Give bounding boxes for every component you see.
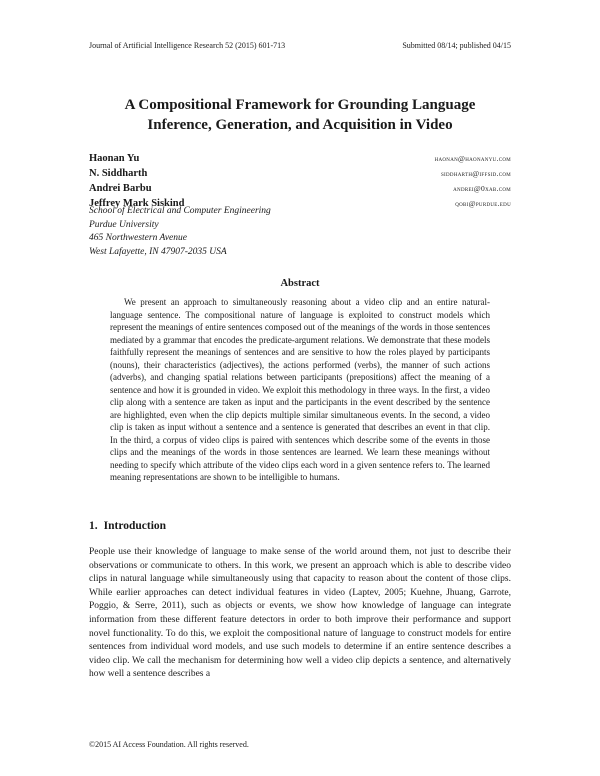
intro-paragraph: People use their knowledge of language to make sense of the world around them, not just to describe their observations or communicate to others. In this work, we present an approach which is able to describe video clips in natural language while simultaneously using that capacity to reason about the content of those clips. While earlier approaches can detect individual features in video (Laptev, 2005; Kuehne, Jhuang, Garrote, Poggio, & Serre, 2011), such as objects or events, we show how knowledge of language can integrate information from these different feature detectors in order to both improve their performance and support novel functionality. To do this, we exploit the compositional nature of language to construct models for entire sentences from individual word models, and use such models to determine if an entire sentence describes a video clip. We call the mechanism for determining how well a video clip depicts a sentence, and alternatively how well a sentence describes a xyxy=(89,547,511,680)
affiliation xyxy=(89,205,271,260)
author-email: qobi@purdue.edu xyxy=(455,199,511,208)
author-row xyxy=(89,166,511,181)
author-list xyxy=(89,151,511,211)
affiliation-school: School of Electrical and Computer Engineering xyxy=(89,206,271,216)
author-row xyxy=(89,181,511,196)
author-name: Haonan Yu xyxy=(89,153,140,164)
affiliation-street: 465 Northwestern Avenue xyxy=(89,233,187,244)
author-name: N. Siddharth xyxy=(89,168,148,179)
affiliation-city: West Lafayette, IN 47907-2035 USA xyxy=(89,247,227,258)
section-heading xyxy=(89,520,166,532)
section-title: Introduction xyxy=(103,520,167,532)
section-number: 1. xyxy=(89,520,98,532)
author-name: Jeffrey Mark Siskind xyxy=(89,198,185,209)
author-email: haonan@haonanyu.com xyxy=(434,154,511,163)
author-name: Andrei Barbu xyxy=(89,183,152,194)
abstract-body: We present an approach to simultaneously reasoning about a video clip and an entire natural-language sentence. The compositional nature of language is exploited to construct models which represent the meanings of entire sentences composed out of the meanings of the words in those sentences mediated by a grammar that encodes the predicate-argument relations. We demonstrate that these models faithfully represent the meanings of sentences and are sensitive to how the roles played by participants (nouns), their characteristics (adjectives), the actions performed (verbs), the manner of such actions (adverbs), and changing spatial relations between participants (prepositions) affect the meaning of a sentence and how it is grounded in video. We exploit this methodology in three ways. In the first, a video clip along with a sentence are taken as input and the participants in the event described by the sentence are highlighted, even when the clip depicts multiple similar simultaneous events. In the second, a video clip is taken as input without a sentence and a sentence is generated that describes an event in that clip. In the third, a corpus of video clips is paired with sentences which describe some of the events in those clips and the meanings of the words in those sentences are learned. We learn these meanings without needing to specify which attribute of the video clips each word in a given sentence refers to. The learned meaning representations are shown to be intelligible to humans. xyxy=(110,297,490,482)
journal-citation: Journal of Artificial Intelligence Research 52 (2015) 601-713 xyxy=(89,41,286,50)
author-email: andrei@0xab.com xyxy=(453,184,511,193)
abstract-heading: Abstract xyxy=(280,278,320,289)
author-email: siddharth@iffsid.com xyxy=(440,169,511,178)
author-row xyxy=(89,151,511,166)
copyright-footer: ©2015 AI Access Foundation. All rights reserved. xyxy=(89,740,249,749)
submission-dates: Submitted 08/14; published 04/15 xyxy=(402,41,511,50)
running-header xyxy=(89,41,511,50)
paper-title xyxy=(60,95,540,135)
affiliation-university: Purdue University xyxy=(89,219,159,230)
title-line-1: A Compositional Framework for Grounding Language xyxy=(124,97,476,113)
title-line-2: Inference, Generation, and Acquisition in Video xyxy=(147,117,453,133)
